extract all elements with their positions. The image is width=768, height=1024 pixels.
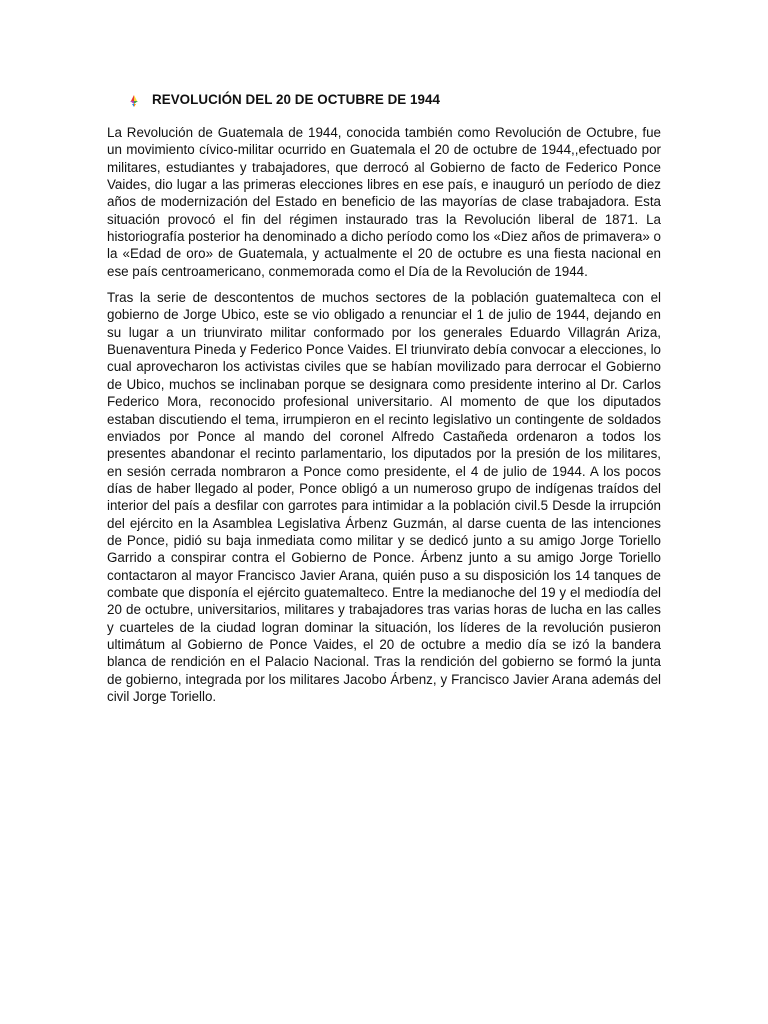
paragraph-2: Tras la serie de descontentos de muchos sectores de la población guatemalteca con el gobierno de Jorge Ubico, este se vio obligado a renunciar el 1 de julio de 1944, dejando en su lugar a un triunvirato militar conformado por los generales Eduardo Villagrán Ariza, Buenaventura Pineda y Federico Ponce Vaides. El triunvirato debía convocar a elecciones, lo cual aprovecharon los activistas civiles que se habían movilizado para derrocar el Gobierno de Ubico, muchos se inclinaban porque se designara como presidente interino al Dr. Carlos Federico Mora, reconocido profesional universitario. Al momento de que los diputados estaban discutiendo el tema, irrumpieron en el recinto legislativo un contingente de soldados enviados por Ponce al mando del coronel Alfredo Castañeda ordenaron a todos los presentes abandonar el recinto parlamentario, los diputados por la presión de los militares, en sesión cerrada nombraron a Ponce como presidente, el 4 de julio de 1944. A los pocos días de haber llegado al poder, Ponce obligó a un numeroso grupo de indígenas traídos del interior del país a desfilar con garrotes para intimidar a la población civil.5 Desde la irrupción del ejército en la Asamblea Legislativa Árbenz Guzmán, al darse cuenta de las intenciones de Ponce, pidió su baja inmediata como militar y se dedicó junto a su amigo Jorge Toriello Garrido a conspirar contra el Gobierno de Ponce. Árbenz junto a su amigo Jorge Toriello contactaron al mayor Francisco Javier Arana, quién puso a su disposición los 14 tanques de combate que disponía el ejército guatemalteco. Entre la medianoche del 19 y el mediodía del 20 de octubre, universitarios, militares y trabajadores tras varias horas de lucha en las calles y cuarteles de la ciudad logran dominar la situación, los líderes de la revolución pusieron ultimátum al Gobierno de Ponce Vaides, el 20 de octubre a medio día se izó la bandera blanca de rendición en el Palacio Nacional. Tras la rendición del gobierno se formó la junta de gobierno, integrada por los militares Jacobo Árbenz, y Francisco Javier Arana además del civil Jorge Toriello.	[107, 290, 661, 704]
document-title: REVOLUCIÓN DEL 20 DE OCTUBRE DE 1944	[152, 92, 441, 107]
paragraph-1: La Revolución de Guatemala de 1944, conocida también como Revolución de Octubre, fue un movimiento cívico-militar ocurrido en Guatemala el 20 de octubre de 1944,,efectuado por militares, estudiantes y trabajadores, que derrocó al Gobierno de facto de Federico Ponce Vaides, dio lugar a las primeras elecciones libres en ese país, e inauguró un período de diez años de modernización del Estado en beneficio de las mayorías de clase trabajadora. Esta situación provocó el fin del régimen instaurado tras la Revolución liberal de 1871. La historiografía posterior ha denominado a dicho período como los «Diez años de primavera» o la «Edad de oro» de Guatemala, y actualmente el 20 de octubre es una fiesta nacional en ese país centroamericano, conmemorada como el Día de la Revolución de 1944.	[107, 125, 661, 279]
section-heading	[128, 92, 440, 107]
document-body	[107, 124, 661, 714]
colored-diamond-bullet-icon	[128, 94, 140, 106]
